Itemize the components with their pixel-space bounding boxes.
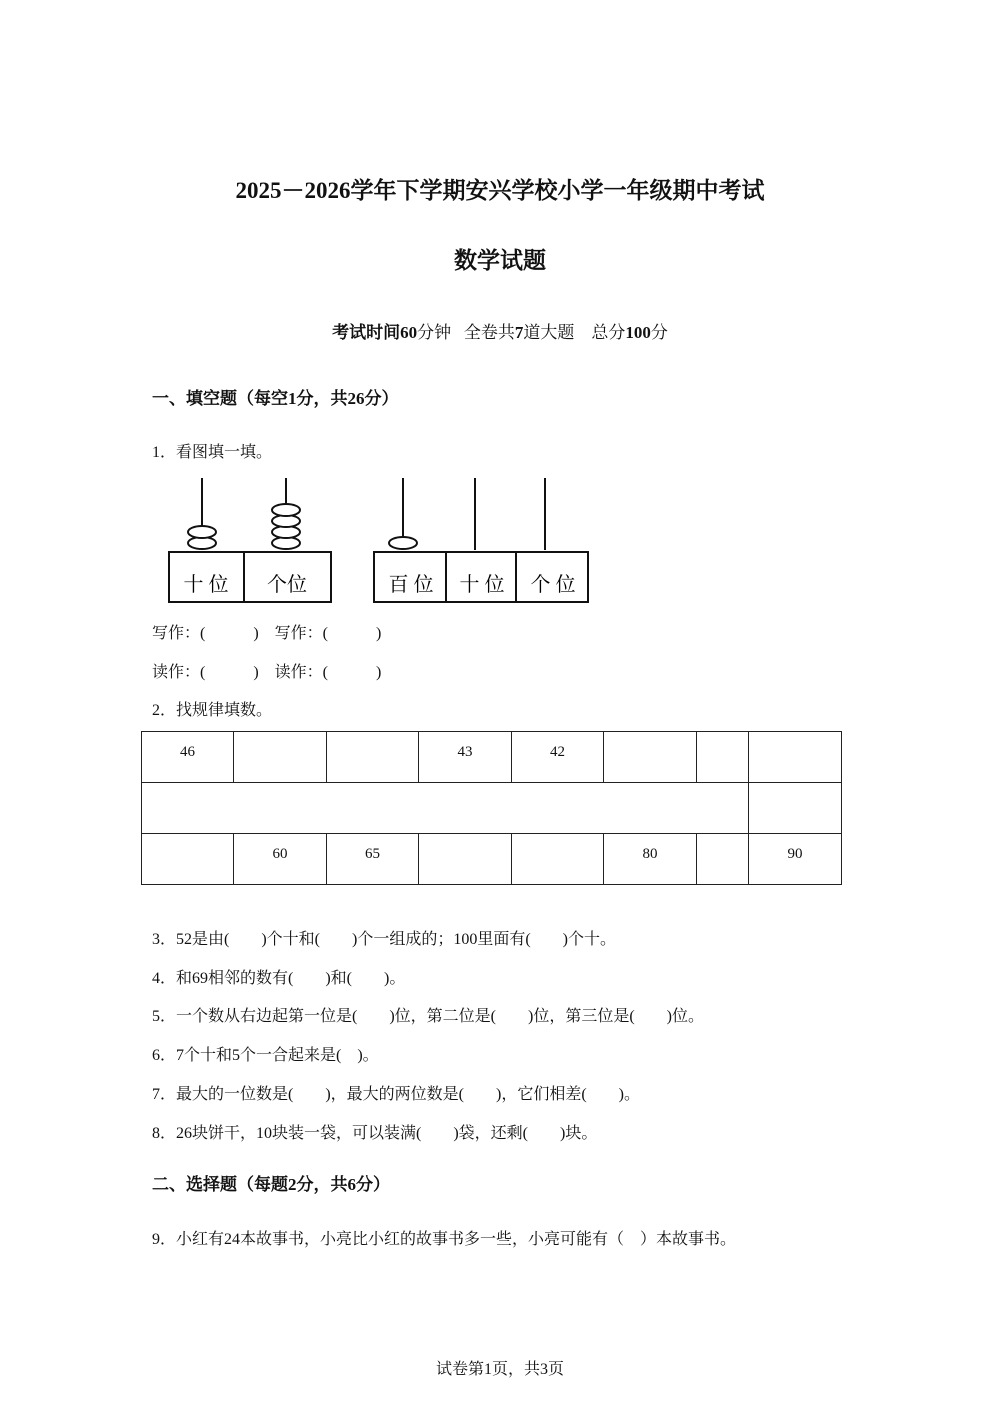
label-hundreds: 百 位 <box>388 574 434 596</box>
exam-subtitle: 数学试题 <box>454 248 546 273</box>
question-6: 6．7个十和5个一合起来是( )。 <box>152 1047 379 1064</box>
section1-heading: 一、填空题（每空1分，共26分） <box>152 389 399 408</box>
total-label: 全卷共 <box>463 323 515 342</box>
question-1: 1．看图填一填。 <box>152 444 273 461</box>
time-label: 考试时间 <box>332 323 401 342</box>
label-tens: 十 位 <box>183 574 229 596</box>
beads-left <box>188 504 300 549</box>
exam-title: 2025－2026学年下学期安兴学校小学一年级期中考试 <box>235 178 765 203</box>
question-2: 2．找规律填数。 <box>152 702 273 719</box>
table-cell[interactable] <box>749 732 842 783</box>
table-cell: 46 <box>142 732 234 783</box>
question-3: 3．52是由( )个十和( )个一组成的；100里面有( )个十。 <box>152 931 616 948</box>
table-cell[interactable] <box>234 732 327 783</box>
score-value: 100 <box>625 323 651 342</box>
write-answer-line[interactable]: 写作：( ) 写作：( ) <box>152 625 382 642</box>
score-unit: 分 <box>650 323 668 342</box>
abacus-bead <box>188 526 216 538</box>
total-value: 7 <box>514 323 524 342</box>
pattern-table <box>141 731 842 885</box>
abacus-bead <box>389 537 417 549</box>
question-5: 5．一个数从右边起第一位是( )位，第二位是( )位，第三位是( )位。 <box>152 1008 704 1025</box>
table-row <box>142 732 842 783</box>
table-cell[interactable] <box>327 732 419 783</box>
table-cell: 42 <box>512 732 604 783</box>
question-4: 4．和69相邻的数有( )和( )。 <box>152 970 406 987</box>
table-cell[interactable] <box>419 834 512 885</box>
page-footer: 试卷第1页，共3页 <box>435 1361 564 1378</box>
abacus-figure-right <box>366 472 596 606</box>
section2-heading: 二、选择题（每题2分，共6分） <box>152 1175 390 1194</box>
table-cell[interactable] <box>142 834 234 885</box>
table-cell[interactable] <box>512 834 604 885</box>
label-ones: 个 位 <box>530 574 576 596</box>
question-9: 9．小红有24本故事书，小亮比小红的故事书多一些，小亮可能有（ ）本故事书。 <box>152 1231 737 1248</box>
table-cell: 60 <box>234 834 327 885</box>
label-ones: 个位 <box>267 574 307 596</box>
exam-info <box>0 318 1000 343</box>
table-cell: 65 <box>327 834 419 885</box>
table-cell: 43 <box>419 732 512 783</box>
question-8: 8．26块饼干，10块装一袋，可以装满( )袋，还剩( )块。 <box>152 1125 598 1142</box>
table-cell[interactable] <box>697 732 749 783</box>
abacus-bead <box>272 504 300 516</box>
score-label: 总分 <box>591 323 626 342</box>
read-answer-line[interactable]: 读作：( ) 读作：( ) <box>152 664 382 681</box>
time-unit: 分钟 <box>417 323 452 342</box>
abacus-figure-left <box>165 472 337 606</box>
label-tens: 十 位 <box>459 574 505 596</box>
question-7: 7．最大的一位数是( )，最大的两位数是( )，它们相差( )。 <box>152 1086 640 1103</box>
table-cell[interactable] <box>697 834 749 885</box>
total-unit: 道大题 <box>523 323 575 342</box>
time-value: 60 <box>400 323 418 342</box>
table-cell <box>142 783 749 834</box>
table-row <box>142 834 842 885</box>
table-cell[interactable] <box>749 783 842 834</box>
table-row <box>142 783 842 834</box>
table-cell[interactable] <box>604 732 697 783</box>
beads-right <box>389 537 417 549</box>
table-cell: 80 <box>604 834 697 885</box>
table-cell: 90 <box>749 834 842 885</box>
